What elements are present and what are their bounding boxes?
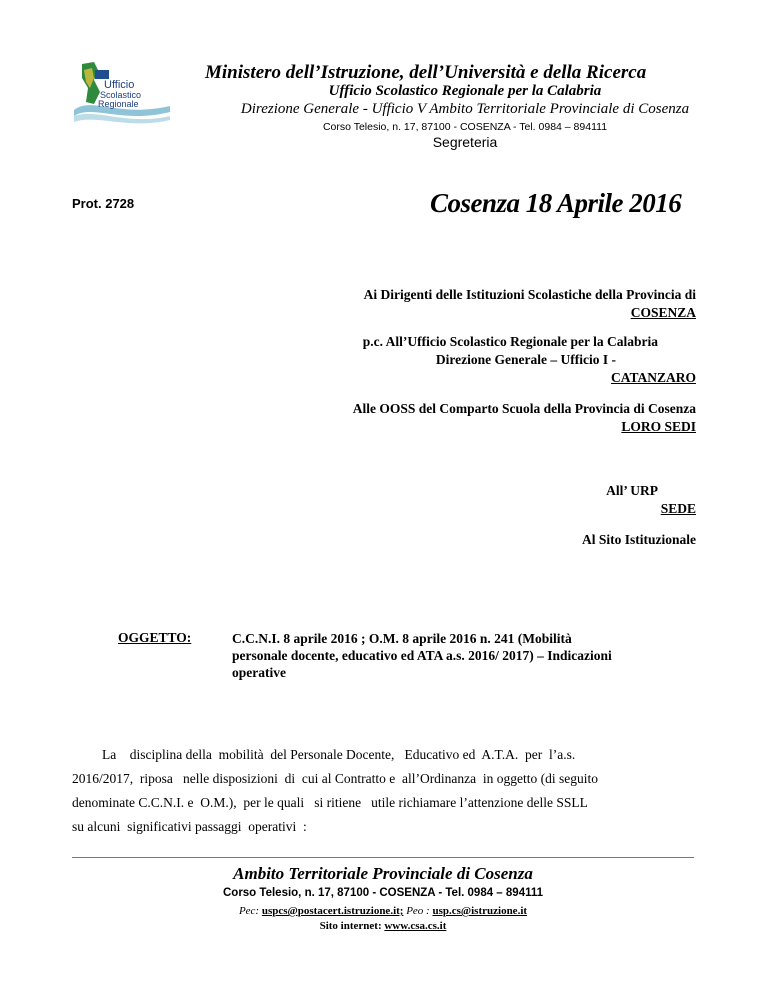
- pec-label: Pec:: [238, 905, 260, 917]
- logo-text-3: Regionale: [98, 99, 139, 109]
- recipient-5-line: Al Sito Istituzionale: [581, 532, 696, 547]
- footer-address: Corso Telesio, n. 17, 87100 - COSENZA - Tel. 0984 – 894111: [222, 887, 544, 899]
- header-address: Corso Telesio, n. 17, 87100 - COSENZA - Tel. 0984 – 894111: [322, 121, 608, 133]
- body-line-4: su alcuni significativi passaggi operativi :: [72, 819, 307, 834]
- subject-text: [232, 630, 712, 681]
- department-name: Segreteria: [432, 134, 498, 150]
- body-line-1: La disciplina della mobilità del Personale Docente, Educativo ed A.T.A. per l’a.s.: [102, 747, 576, 762]
- letter-date: Cosenza 18 Aprile 2016: [430, 188, 682, 218]
- recipient-3-line: Alle OOSS del Comparto Scuola della Provincia di Cosenza: [352, 401, 696, 416]
- peo-link[interactable]: usp.cs@istruzione.it: [432, 905, 528, 917]
- logo-text-1: Ufficio: [104, 79, 135, 91]
- recipient-2-city: CATANZARO: [610, 370, 696, 385]
- protocol-number: Prot. 2728: [72, 196, 135, 211]
- recipient-4-city: SEDE: [660, 501, 696, 516]
- recipient-2-line-b: Direzione Generale – Ufficio I -: [435, 352, 616, 367]
- ministry-name: Ministero dell’Istruzione, dell’Università e della Ricerca: [205, 62, 647, 83]
- subject-label: OGGETTO:: [118, 630, 192, 645]
- ministry-logo: [72, 58, 172, 128]
- peo-label: Peo :: [406, 905, 430, 917]
- recipient-2-line: p.c. All’Ufficio Scolastico Regionale per la Calabria: [362, 334, 658, 349]
- calabria-logo-icon: [72, 58, 172, 128]
- logo-text-2: Scolastico: [100, 90, 142, 100]
- office-name: Ufficio Scolastico Regionale per la Calabria: [328, 83, 602, 99]
- recipient-1-city: COSENZA: [630, 305, 696, 320]
- recipient-3-city: LORO SEDI: [621, 419, 696, 434]
- recipient-1-line: Ai Dirigenti delle Istituzioni Scolastiche della Provincia di: [363, 287, 696, 302]
- subject-line-1: C.C.N.I. 8 aprile 2016 ; O.M. 8 aprile 2016 n. 241 (Mobilità: [232, 631, 572, 646]
- footer-email: [72, 905, 694, 917]
- recipient-4-line: All’ URP: [606, 483, 658, 498]
- pec-link[interactable]: uspcs@postacert.istruzione.it;: [261, 905, 404, 917]
- body-paragraph: [72, 743, 696, 839]
- site-link[interactable]: www.csa.cs.it: [384, 920, 447, 932]
- footer-site: [72, 920, 694, 932]
- body-line-3: denominate C.C.N.I. e O.M.), per le quali si ritiene utile richiamare l’attenzione delle SSLL: [72, 795, 588, 810]
- subject-line-2: personale docente, educativo ed ATA a.s. 2016/ 2017) – Indicazioni: [232, 648, 612, 663]
- subject-line-3: operative: [232, 665, 286, 680]
- footer-title: Ambito Territoriale Provinciale di Cosenza: [233, 864, 533, 883]
- site-label: Sito internet:: [319, 920, 382, 932]
- body-line-2: 2016/2017, riposa nelle disposizioni di cui al Contratto e all’Ordinanza in oggetto (di seguito: [72, 771, 599, 786]
- direction-name: Direzione Generale - Ufficio V Ambito Territoriale Provinciale di Cosenza: [240, 101, 690, 117]
- footer-divider: [72, 857, 694, 858]
